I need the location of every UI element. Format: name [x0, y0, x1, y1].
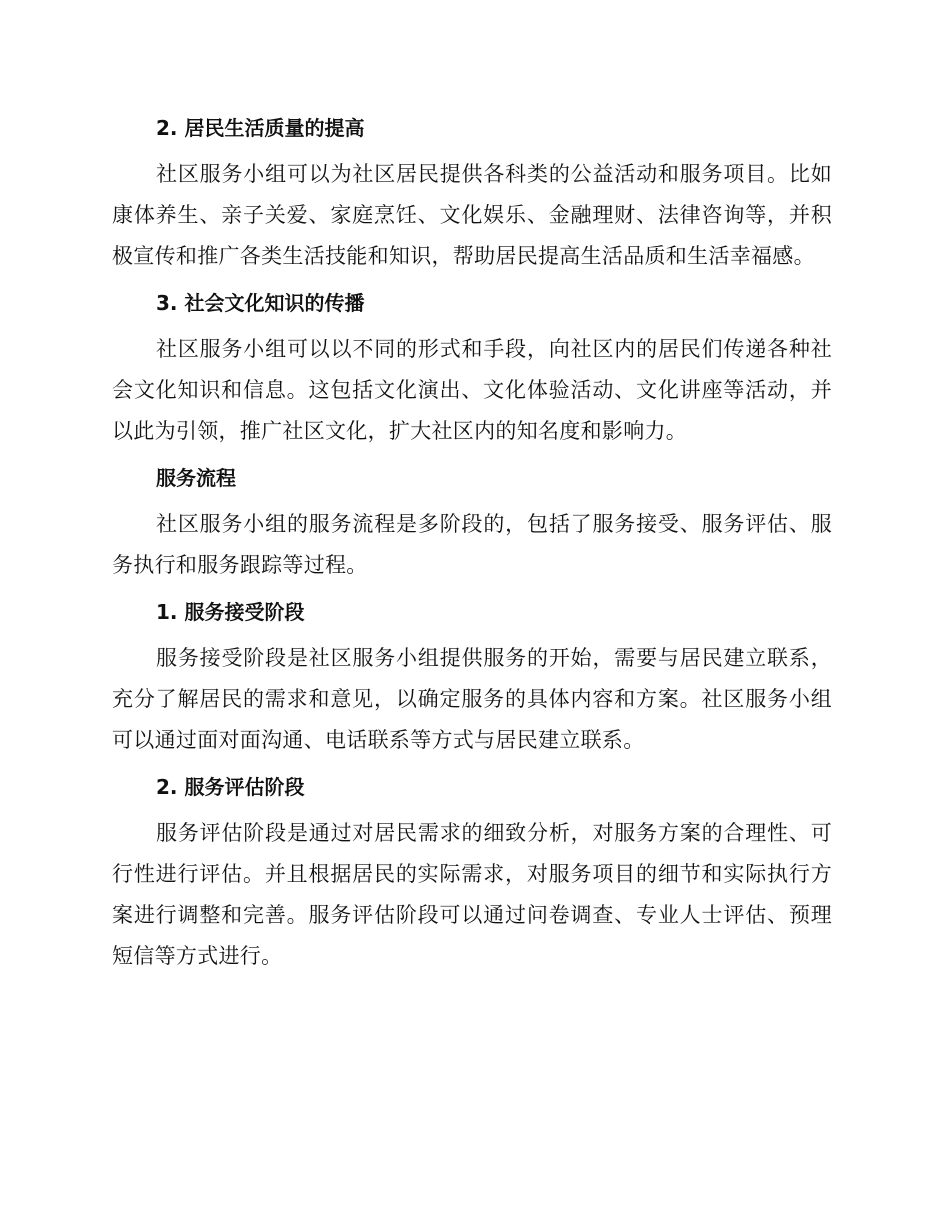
paragraph-quality-of-life: 社区服务小组可以为社区居民提供各科类的公益活动和服务项目。比如康体养生、亲子关爱、家庭烹饪、文化娱乐、金融理财、法律咨询等，并积极宣传和推广各类生活技能和知识，帮助居民提高生活品质和生活幸福感。 — [112, 162, 832, 268]
section-heading-service-acceptance: 1. 服务接受阶段 — [156, 600, 305, 624]
section-heading-culture-spread: 3. 社会文化知识的传播 — [156, 291, 365, 315]
section-heading-quality-of-life: 2. 居民生活质量的提高 — [156, 116, 365, 140]
paragraph-service-process: 社区服务小组的服务流程是多阶段的，包括了服务接受、服务评估、服务执行和服务跟踪等过程。 — [112, 512, 832, 577]
paragraph-service-acceptance: 服务接受阶段是社区服务小组提供服务的开始，需要与居民建立联系，充分了解居民的需求和意见，以确定服务的具体内容和方案。社区服务小组可以通过面对面沟通、电话联系等方式与居民建立联系。 — [112, 646, 832, 752]
section-heading-service-evaluation: 2. 服务评估阶段 — [156, 775, 305, 799]
paragraph-service-evaluation: 服务评估阶段是通过对居民需求的细致分析，对服务方案的合理性、可行性进行评估。并且根据居民的实际需求，对服务项目的细节和实际执行方案进行调整和完善。服务评估阶段可以通过问卷调查、专业人士评估、预理短信等方式进行。 — [112, 821, 832, 968]
paragraph-culture-spread: 社区服务小组可以以不同的形式和手段，向社区内的居民们传递各种社会文化知识和信息。这包括文化演出、文化体验活动、文化讲座等活动，并以此为引领，推广社区文化，扩大社区内的知名度和影响力。 — [112, 337, 832, 443]
section-heading-service-process: 服务流程 — [156, 466, 236, 490]
document-page — [112, 108, 832, 983]
